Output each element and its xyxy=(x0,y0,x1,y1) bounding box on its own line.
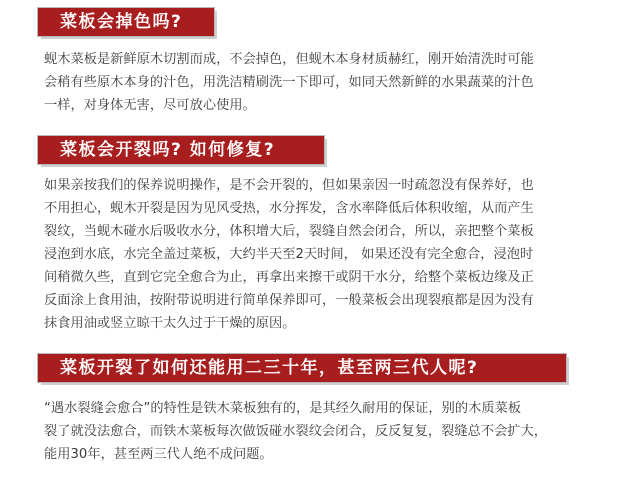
section-heading: 菜板会开裂吗? 如何修复? xyxy=(60,140,276,160)
paragraph-line: 一样，对身体无害，尽可放心使用。 xyxy=(44,98,256,113)
paragraph-line: 能用30年，甚至两三代人绝不成问题。 xyxy=(44,447,273,462)
paragraph-line: 蚬木菜板是新鲜原木切割而成，不会掉色，但蚬木本身材质赫红，刚开始清洗时可能 xyxy=(44,52,534,67)
paragraph-line: 会稍有些原木本身的汁色，用洗洁精刷洗一下即可，如同天然新鲜的水果蔬菜的汁色 xyxy=(44,75,534,90)
paragraph-line: 浸泡到水底，水完全盖过菜板，大约半天至2天时间， 如果还没有完全愈合，浸泡时 xyxy=(44,247,534,262)
paragraph-line: 抹食用油或竖立晾干太久过于干燥的原因。 xyxy=(44,316,296,331)
paragraph-line: “遇水裂缝会愈合”的特性是铁木菜板独有的，是其经久耐用的保证，别的木质菜板 xyxy=(44,401,522,416)
section-paragraph xyxy=(44,397,604,466)
paragraph-line: 裂纹，当蚬木碰水后吸收水分，体积增大后，裂缝自然会闭合，所以，亲把整个菜板 xyxy=(44,224,534,239)
paragraph-line: 如果亲按我们的保养说明操作，是不会开裂的，但如果亲因一时疏忽没有保养好，也 xyxy=(44,178,534,193)
section-paragraph xyxy=(44,174,604,335)
section-heading-bar xyxy=(38,136,324,164)
section-heading: 菜板开裂了如何还能用二三十年，甚至两三代人呢? xyxy=(60,358,479,378)
paragraph-line: 间稍微久些，直到它完全愈合为止，再拿出来擦干或阴干水分，给整个菜板边缘及正 xyxy=(44,270,534,285)
paragraph-line: 不用担心，蚬木开裂是因为见风受热，水分挥发，含水率降低后体积收缩，从而产生 xyxy=(44,201,534,216)
section-paragraph xyxy=(44,48,604,117)
section-heading-bar xyxy=(38,8,214,36)
section-heading-bar xyxy=(38,354,566,382)
paragraph-line: 裂了就没法愈合，而铁木菜板每次做饭碰水裂纹会闭合，反反复复，裂缝总不会扩大， xyxy=(44,424,548,439)
paragraph-line: 反面涂上食用油，按附带说明进行简单保养即可，一般菜板会出现裂痕都是因为没有 xyxy=(44,293,534,308)
section-heading: 菜板会掉色吗? xyxy=(60,12,183,32)
